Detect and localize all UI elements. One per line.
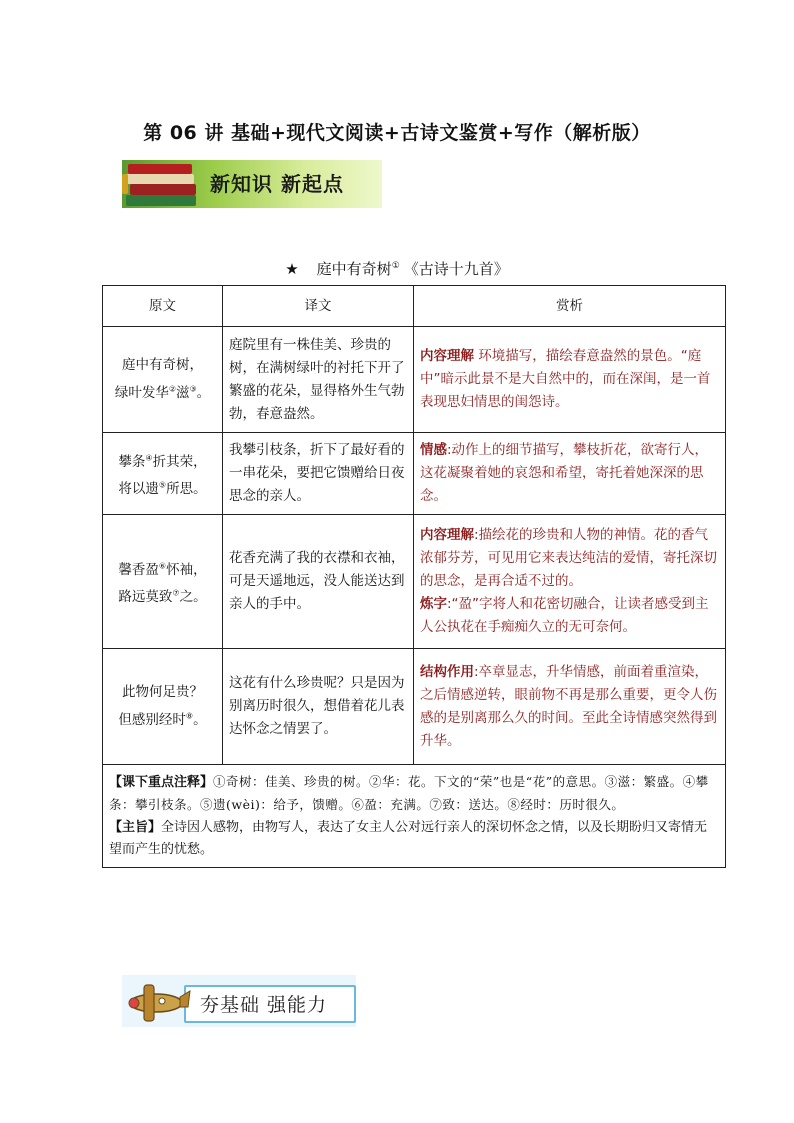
analysis-cell: 情感:动作上的细节描写，攀枝折花，欲寄行人，这花凝聚着她的哀怨和希望，寄托着她深深的思念。 xyxy=(414,433,726,515)
notes-row xyxy=(103,765,726,868)
original-cell xyxy=(103,649,223,765)
notes-cell xyxy=(103,765,726,868)
theme-text: 全诗因人感物，由物写人，表达了女主人公对远行亲人的深切怀念之情，以及长期盼归又寄情无望而产生的忧愁。 xyxy=(109,820,708,857)
original-cell xyxy=(103,515,223,649)
original-line: 将以遗⑤所思。 xyxy=(118,480,207,497)
original-line: 绿叶发华②滋③。 xyxy=(114,384,211,401)
notes-text: ①奇树：佳美、珍贵的树。②华：花。下文的“荣”也是“花”的意思。③滋：繁盛。④攀条：攀引枝条。⑤遗(wèi)：给予，馈赠。⑥盈：充满。⑦致：送达。⑧经时：历时很久。 xyxy=(109,774,709,812)
poem-heading xyxy=(0,258,794,279)
theme-label: 【主旨】 xyxy=(109,820,162,835)
analysis-cell: 内容理解 环境描写，描绘春意盎然的景色。“庭中”暗示此景不是大自然中的，而在深闺，是一首表现思妇情思的闺怨诗。 xyxy=(414,327,726,433)
table-header-row xyxy=(103,286,726,327)
table-row xyxy=(103,327,726,433)
translation-cell: 庭院里有一株佳美、珍贵的树，在满树绿叶的衬托下开了繁盛的花朵，显得格外生气勃勃，春意盎然。 xyxy=(223,327,414,433)
original-line: 此物何足贵？ xyxy=(122,684,203,701)
table-row xyxy=(103,433,726,515)
original-line: 庭中有奇树， xyxy=(122,357,203,374)
poem-table xyxy=(102,285,726,868)
original-line: 攀条④折其荣， xyxy=(118,453,207,470)
star-icon: ★ xyxy=(285,260,299,278)
translation-cell: 花香充满了我的衣襟和衣袖，可是天遥地远，没人能送达到亲人的手中。 xyxy=(223,515,414,649)
section-banner-new-knowledge xyxy=(122,160,382,208)
notes-label: 【课下重点注释】 xyxy=(109,775,214,790)
original-cell xyxy=(103,327,223,433)
translation-cell: 这花有什么珍贵呢？只是因为别离历时很久，想借着花儿表达怀念之情罢了。 xyxy=(223,649,414,765)
table-row xyxy=(103,515,726,649)
original-line: 馨香盈⑥怀袖， xyxy=(118,561,207,578)
original-line: 但感别经时⑧。 xyxy=(118,711,207,728)
banner-label: 新知识 新起点 xyxy=(210,172,344,196)
header-translation: 译文 xyxy=(223,286,414,327)
page-title: 第 06 讲 基础+现代文阅读+古诗文鉴赏+写作（解析版） xyxy=(143,122,651,144)
banner-label: 夯基础 强能力 xyxy=(200,994,328,1016)
table-row xyxy=(103,649,726,765)
section-banner-foundation xyxy=(122,975,356,1027)
header-original: 原文 xyxy=(103,286,223,327)
header-analysis: 赏析 xyxy=(414,286,726,327)
translation-cell: 我攀引枝条，折下了最好看的一串花朵，要把它馈赠给日夜思念的亲人。 xyxy=(223,433,414,515)
poem-title-note: ① xyxy=(391,261,400,271)
airplane-icon xyxy=(122,977,192,1027)
poem-title: 庭中有奇树 xyxy=(316,260,392,278)
analysis-cell: 结构作用:卒章显志，升华情感，前面着重渲染，之后情感逆转，眼前物不再是那么重要，更令人伤感的是别离那么久的时间。至此全诗情感突然得到升华。 xyxy=(414,649,726,765)
analysis-cell: 内容理解:描绘花的珍贵和人物的神情。花的香气浓郁芬芳，可见用它来表达纯洁的爱情，寄托深切的思念，是再合适不过的。 炼字:“盈”字将人和花密切融合，让读者感受到主人公执花在手痴痴久立的无可奈何。 xyxy=(414,515,726,649)
original-cell xyxy=(103,433,223,515)
original-line: 路远莫致⑦之。 xyxy=(118,588,207,605)
poem-source: 《古诗十九首》 xyxy=(403,260,509,278)
